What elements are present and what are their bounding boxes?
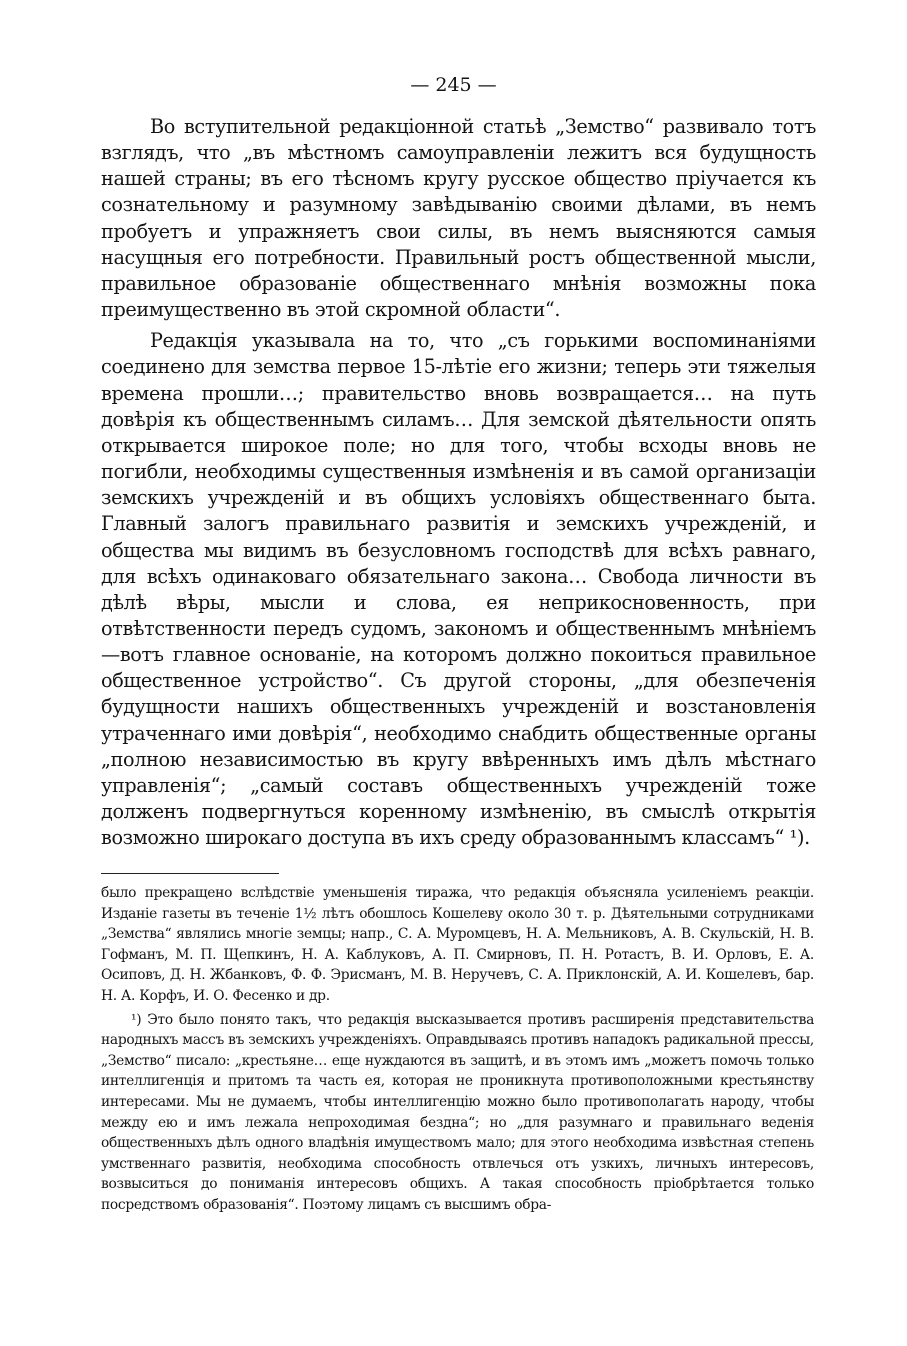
footnote-1: ¹) Это было понято такъ, что редакція высказывается противъ расширенія представительства народныхъ массъ въ земскихъ учрежденіяхъ. Оправдываясь противъ нападокъ радикальной прессы, „Земство“ писало: „крестьяне… еще нуждаются въ защитѣ, и въ этомъ имъ „можетъ помочь только интеллигенція и притомъ та часть ея, которая не проникнута противоположными крестьянству интересами. Мы не думаемъ, чтобы интеллигенцію можно было противополагать народу, чтобы между ею и имъ лежала непроходимая бездна“; но „для разумнаго и правильнаго веденія общественныхъ дѣлъ одного владѣнія имуществомъ мало; для этого необходима извѣстная степень умственнаго развитія, необходима способность отвлечься отъ узкихъ, личныхъ интересовъ, возвыситься до пониманія интересовъ общихъ. А такая способность пріобрѣтается только посредствомъ образованія“. Поэтому лицамъ съ высшимъ обра- [101, 1011, 814, 1213]
paragraph-editorial-position: Редакція указывала на то, что „съ горькими воспоминаніями соединено для земства первое 15-лѣтіе его жизни; теперь эти тяжелыя времена прошли…; правительство вновь возвращается… на путь довѣрія къ общественнымъ силамъ… Для земской дѣятельности опять открывается широкое поле; но для того, чтобы всходы вновь не погибли, необходимы существенныя измѣненія и въ самой организаціи земскихъ учрежденій и въ общихъ условіяхъ общественнаго быта. Главный залогъ правильнаго развитія и земскихъ учрежденій, и общества мы видимъ въ безусловномъ господствѣ для всѣхъ равнаго, для всѣхъ одинаковаго обязательнаго закона… Свобода личности въ дѣлѣ вѣры, мысли и слова, ея неприкосновенность, при отвѣтственности передъ судомъ, закономъ и общественнымъ мнѣніемъ—вотъ главное основаніе, на которомъ должно покоиться правильное общественное устройство“. Съ другой стороны, „для обезпеченія будущности нашихъ общественныхъ учрежденій и возстановленія утраченнаго ими довѣрія“, необходимо снабдить общественные органы „полною независимостью въ кругу ввѣренныхъ имъ дѣлъ мѣстнаго управленія“; „самый составъ общественныхъ учрежденій тоже долженъ подвергнуться коренному измѣненію, въ смыслѣ открытія возможно широкаго доступа въ ихъ среду образованнымъ классамъ“ ¹). [101, 329, 816, 850]
main-text [101, 114, 816, 851]
page-number: — 245 — [410, 74, 497, 96]
footnotes [101, 883, 814, 1216]
footnote-continuation: было прекращено вслѣдствіе уменьшенія тиража, что редакція объясняла усиленіемъ реакціи. Изданіе газеты въ теченіе 1½ лѣтъ обошлось Кошелеву около 30 т. р. Дѣятельными сотрудниками „Земства“ являлись многіе земцы; напр., С. А. Муромцевъ, Н. А. Мельниковъ, А. В. Скульскій, Н. В. Гофманъ, М. П. Щепкинъ, Н. А. Каблуковъ, А. П. Смирновъ, П. Н. Ротастъ, В. И. Орловъ, Е. А. Осиповъ, Д. Н. Жбанковъ, Ф. Ф. Эрисманъ, М. В. Неручевъ, С. А. Приклонскій, А. И. Кошелевъ, бар. Н. А. Корфъ, И. О. Фесенко и др. [101, 885, 814, 1004]
paragraph-zemstvo-editorial: Во вступительной редакціонной статьѣ „Земство“ развивало тотъ взглядъ, что „въ мѣстномъ самоуправленіи лежитъ вся будущность нашей страны; въ его тѣсномъ кругу русское общество пріучается къ сознательному и разумному завѣдыванію своими дѣлами, въ немъ пробуетъ и упражняетъ свои силы, въ немъ выясняются самыя насущныя его потребности. Правильный ростъ общественной мысли, правильное образованіе общественнаго мнѣнія возможны пока преимущественно въ этой скромной области“. [101, 115, 816, 322]
footnote-separator [101, 873, 279, 874]
